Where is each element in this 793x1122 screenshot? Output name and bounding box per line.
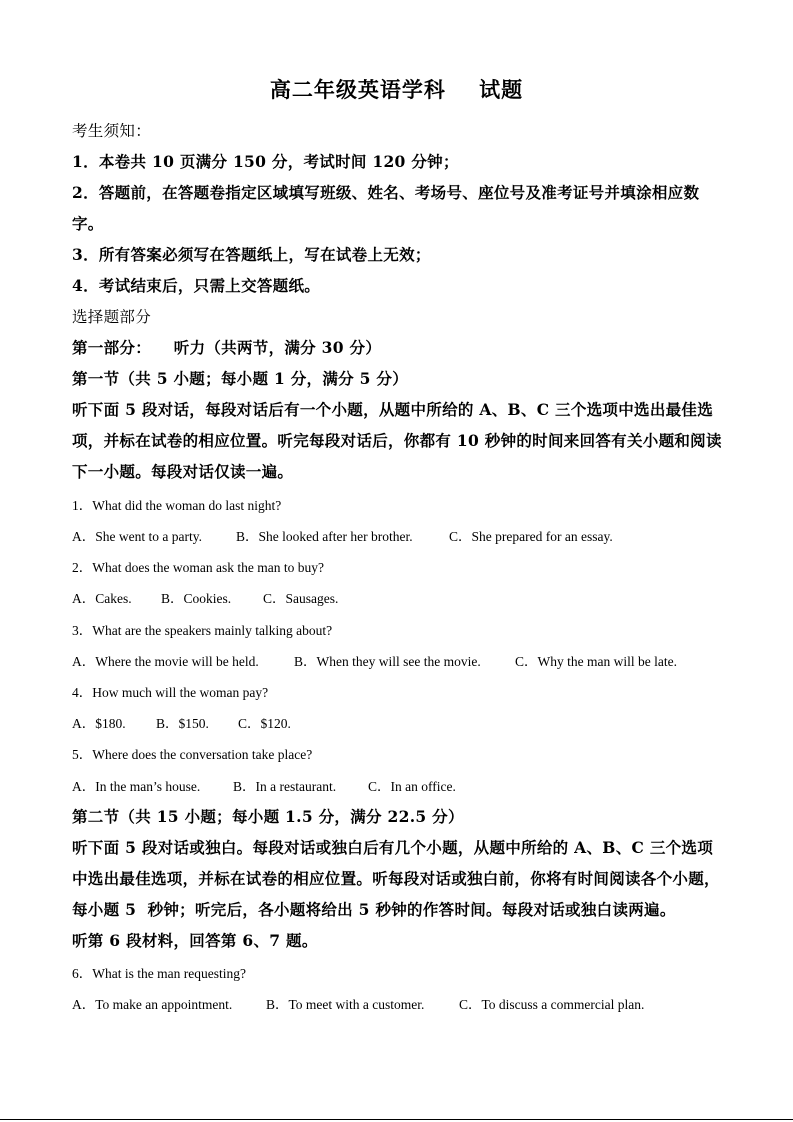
option-c: C．In an office. xyxy=(368,779,456,794)
notice-item-3: 3．所有答案必须写在答题纸上，写在试卷上无效； xyxy=(72,245,431,264)
question-5-options xyxy=(72,775,456,795)
question-1: 1．What did the woman do last night? xyxy=(72,498,282,513)
question-6: 6．What is the man requesting? xyxy=(72,966,246,981)
section1-heading: 第一节（共 5 小题；每小题 1 分，满分 5 分） xyxy=(72,369,409,388)
option-a: A．In the man’s house. xyxy=(72,779,201,794)
option-c: C．Why the man will be late. xyxy=(515,654,677,669)
part1-heading: 第一部分： 听力（共两节，满分 30 分） xyxy=(72,338,382,357)
question-3: 3．What are the speakers mainly talking about? xyxy=(72,623,333,638)
question-5: 5．Where does the conversation take place? xyxy=(72,747,313,762)
option-a: A．Where the movie will be held. xyxy=(72,654,259,669)
notice-item-2-cont: 字。 xyxy=(72,214,104,233)
section-choice: 选择题部分 xyxy=(72,308,152,326)
option-b: B．$150. xyxy=(156,716,209,731)
question-4: 4．How much will the woman pay? xyxy=(72,685,269,700)
option-b: B．She looked after her brother. xyxy=(236,529,413,544)
option-c: C．Sausages. xyxy=(263,591,339,606)
question-1-options xyxy=(72,525,613,545)
section1-instructions-1: 听下面 5 段对话，每段对话后有一个小题，从题中所给的 A、B、C 三个选项中选出最佳选 xyxy=(72,400,714,419)
question-6-options xyxy=(72,993,644,1013)
notice-heading: 考生须知： xyxy=(72,122,152,140)
option-a: A．Cakes. xyxy=(72,591,132,606)
question-3-options xyxy=(72,650,677,670)
question-4-options xyxy=(72,712,291,732)
option-b: B．To meet with a customer. xyxy=(266,997,425,1012)
notice-item-2: 2．答题前，在答题卷指定区域填写班级、姓名、考场号、座位号及准考证号并填涂相应数 xyxy=(72,183,700,202)
section2-instructions-3: 每小题 5 秒钟；听完后，各小题将给出 5 秒钟的作答时间。每段对话或独白读两遍。 xyxy=(72,900,676,919)
option-a: A．To make an appointment. xyxy=(72,997,233,1012)
question-2-options xyxy=(72,587,338,607)
section2-heading: 第二节（共 15 小题；每小题 1.5 分，满分 22.5 分） xyxy=(72,807,464,826)
option-b: B．Cookies. xyxy=(161,591,232,606)
section2-instructions-2: 中选出最佳选项，并标在试卷的相应位置。听每段对话或独白前，你将有时间阅读各个小题， xyxy=(72,869,720,888)
option-a: A．$180. xyxy=(72,716,126,731)
question-2: 2．What does the woman ask the man to buy? xyxy=(72,560,324,575)
option-c: C．To discuss a commercial plan. xyxy=(459,997,645,1012)
option-a: A．She went to a party. xyxy=(72,529,202,544)
notice-item-1: 1．本卷共 10 页满分 150 分，考试时间 120 分钟； xyxy=(72,152,459,171)
page-bottom-rule xyxy=(0,1119,793,1120)
section1-instructions-3: 下一小题。每段对话仅读一遍。 xyxy=(72,462,294,481)
option-c: C．$120. xyxy=(238,716,291,731)
section2-instructions-1: 听下面 5 段对话或独白。每段对话或独白后有几个小题，从题中所给的 A、B、C 三个选项 xyxy=(72,838,714,857)
section1-instructions-2: 项，并标在试卷的相应位置。听完每段对话后，你都有 10 秒钟的时间来回答有关小题和阅读 xyxy=(72,431,722,450)
option-b: B．When they will see the movie. xyxy=(294,654,481,669)
option-c: C．She prepared for an essay. xyxy=(449,529,613,544)
material-6-heading: 听第 6 段材料，回答第 6、7 题。 xyxy=(72,931,318,950)
option-b: B．In a restaurant. xyxy=(233,779,337,794)
notice-item-4: 4．考试结束后，只需上交答题纸。 xyxy=(72,276,321,295)
page-title: 高二年级英语学科 试题 xyxy=(269,77,524,102)
